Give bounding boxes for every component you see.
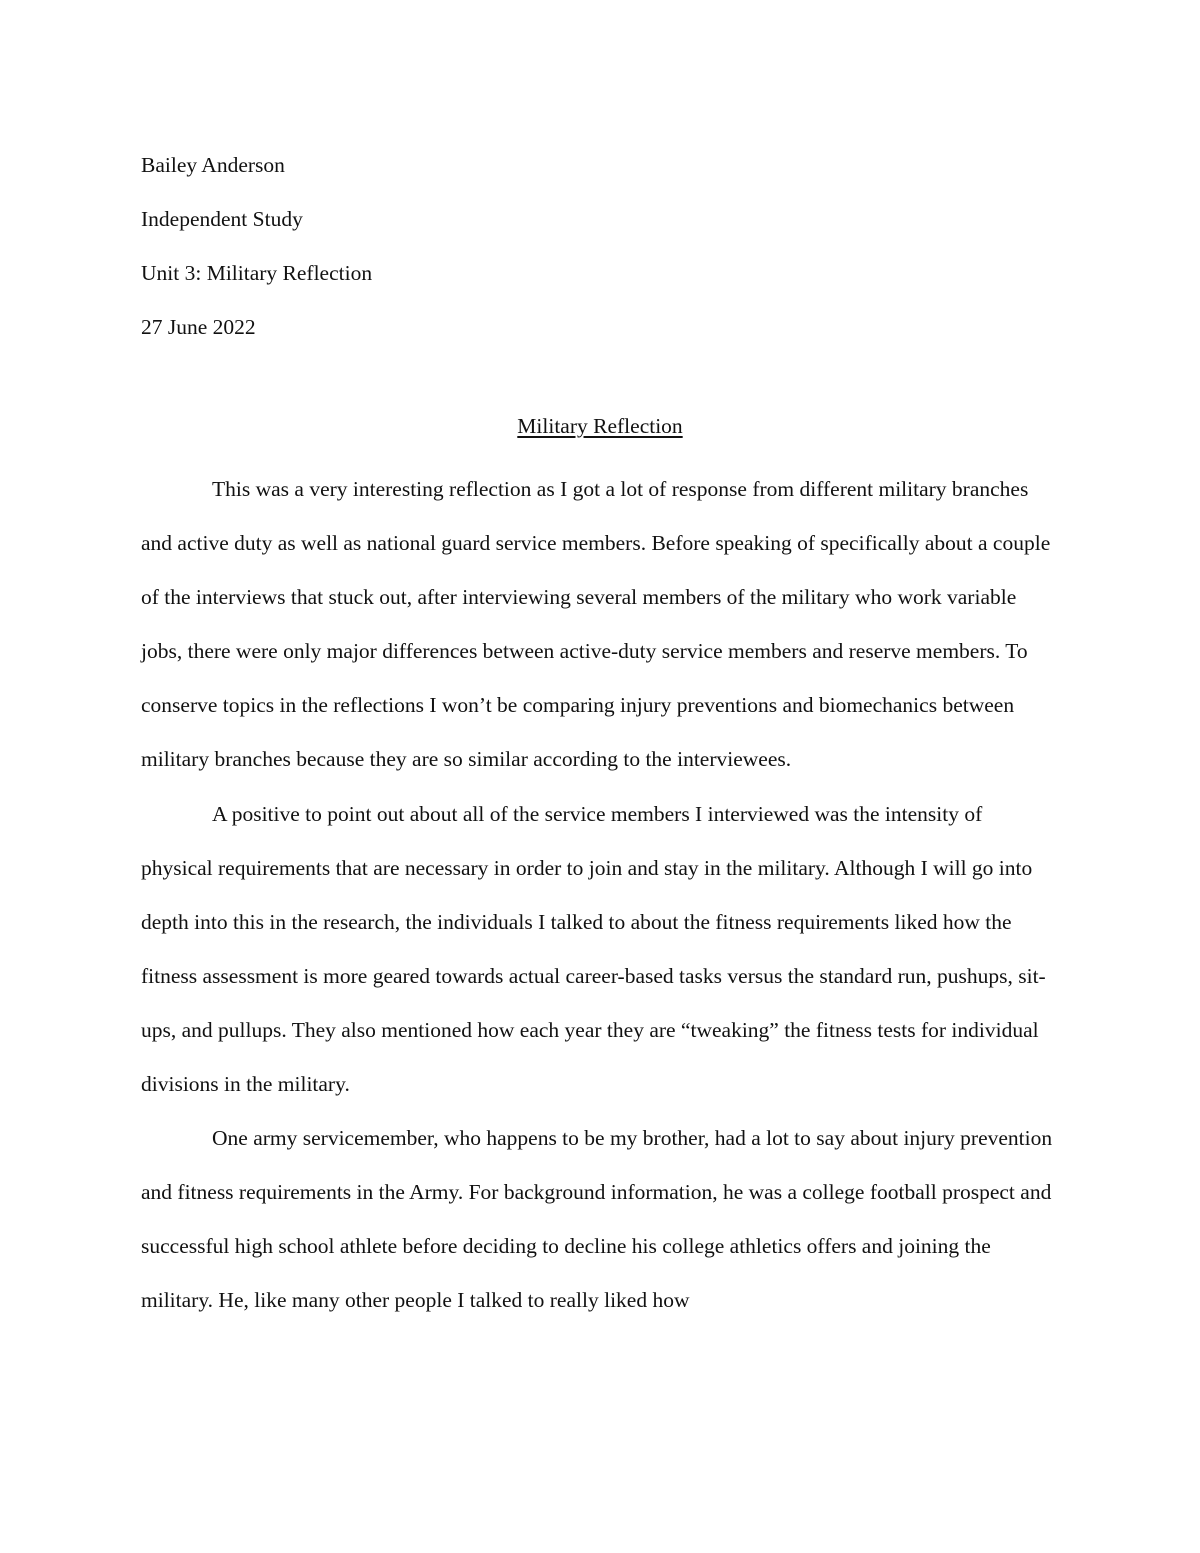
paragraph-3: One army servicemember, who happens to be my brother, had a lot to say about injury prevention and fitness requirements in the Army. For background information, he was a college football prospect and successful high school athlete before deciding to decline his college athletics offers and joining the military. He, like many other people I talked to really liked how bbox=[141, 1126, 1053, 1313]
document-date: 27 June 2022 bbox=[141, 315, 256, 339]
document-header bbox=[141, 138, 1059, 354]
paragraph-1: This was a very interesting reflection as I got a lot of response from different military branches and active duty as well as national guard service members. Before speaking of specifically about a couple of the interviews that stuck out, after interviewing several members of the military who work variable jobs, there were only major differences between active-duty service members and reserve members. To conserve topics in the reflections I won’t be comparing injury preventions and biomechanics between military branches because they are so similar according to the interviewees. bbox=[141, 477, 1051, 772]
document-body bbox=[141, 462, 1059, 1328]
course-name: Independent Study bbox=[141, 207, 303, 231]
document-title-text: Military Reflection bbox=[517, 414, 683, 438]
assignment-name: Unit 3: Military Reflection bbox=[141, 261, 373, 285]
author-name: Bailey Anderson bbox=[141, 153, 285, 177]
document-title bbox=[141, 408, 1059, 444]
paragraph-2: A positive to point out about all of the service members I interviewed was the intensity of physical requirements that are necessary in order to join and stay in the military. Although I will go into depth into this in the research, the individuals I talked to about the fitness requirements liked how the fitness assessment is more geared towards actual career-based tasks versus the standard run, pushups, sit-ups, and pullups. They also mentioned how each year they are “tweaking” the fitness tests for individual divisions in the military. bbox=[141, 801, 1046, 1097]
